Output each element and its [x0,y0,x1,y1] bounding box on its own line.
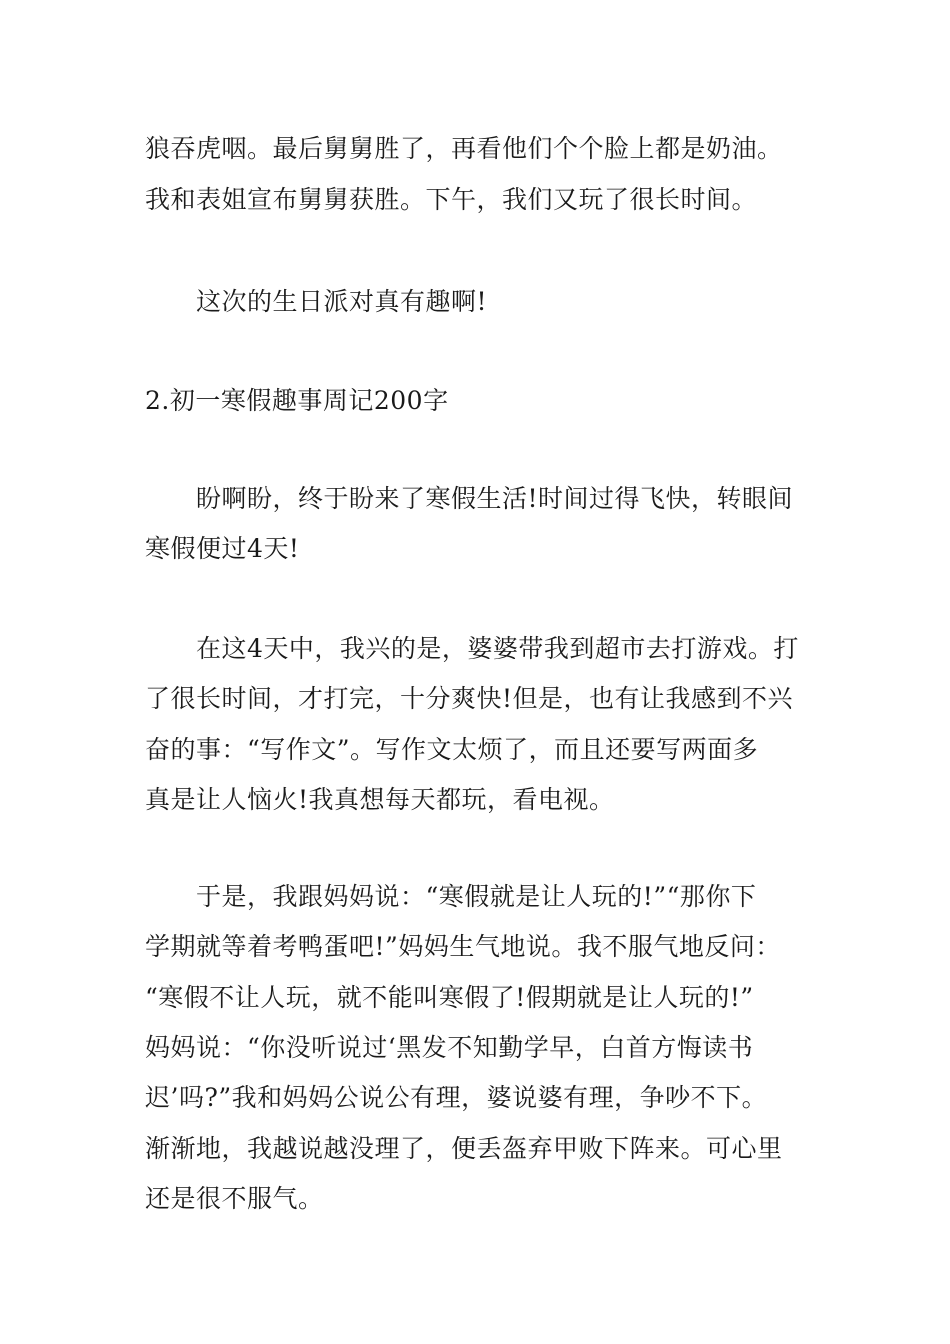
paragraph-line: 妈妈说：“你没听说过‘黑发不知勤学早，白首方悔读书 [145,1033,754,1062]
paragraph-line: 学期就等着考鸭蛋吧!”妈妈生气地说。我不服气地反问： [145,932,781,961]
paragraph-line: 于是，我跟妈妈说：“寒假就是让人玩的!”“那你下 [196,882,757,911]
paragraph-line: 狼吞虎咽。最后舅舅胜了，再看他们个个脸上都是奶油。 [145,134,783,163]
paragraph-line: 真是让人恼火!我真想每天都玩，看电视。 [145,785,615,814]
paragraph-line: 在这4天中，我兴的是，婆婆带我到超市去打游戏。打 [196,634,799,663]
paragraph-line: 了很长时间，才打完，十分爽快!但是，也有让我感到不兴 [145,684,794,713]
paragraph-line: 这次的生日派对真有趣啊! [196,287,488,316]
paragraph-line: 盼啊盼，终于盼来了寒假生活!时间过得飞快，转眼间 [196,484,794,513]
paragraph-line: 还是很不服气。 [145,1184,324,1213]
paragraph-line: 我和表姐宣布舅舅获胜。下午，我们又玩了很长时间。 [145,185,758,214]
paragraph-line: 寒假便过4天! [145,534,300,563]
paragraph-line: 渐渐地，我越说越没理了，便丢盔弃甲败下阵来。可心里 [145,1134,783,1163]
paragraph-line: 奋的事：“写作文”。写作文太烦了，而且还要写两面多 [145,735,759,764]
section-heading: 2.初一寒假趣事周记200字 [145,386,449,415]
paragraph-line: “寒假不让人玩，就不能叫寒假了!假期就是让人玩的!” [145,983,754,1012]
paragraph-line: 迟’吗?”我和妈妈公说公有理，婆说婆有理，争吵不下。 [145,1083,768,1112]
